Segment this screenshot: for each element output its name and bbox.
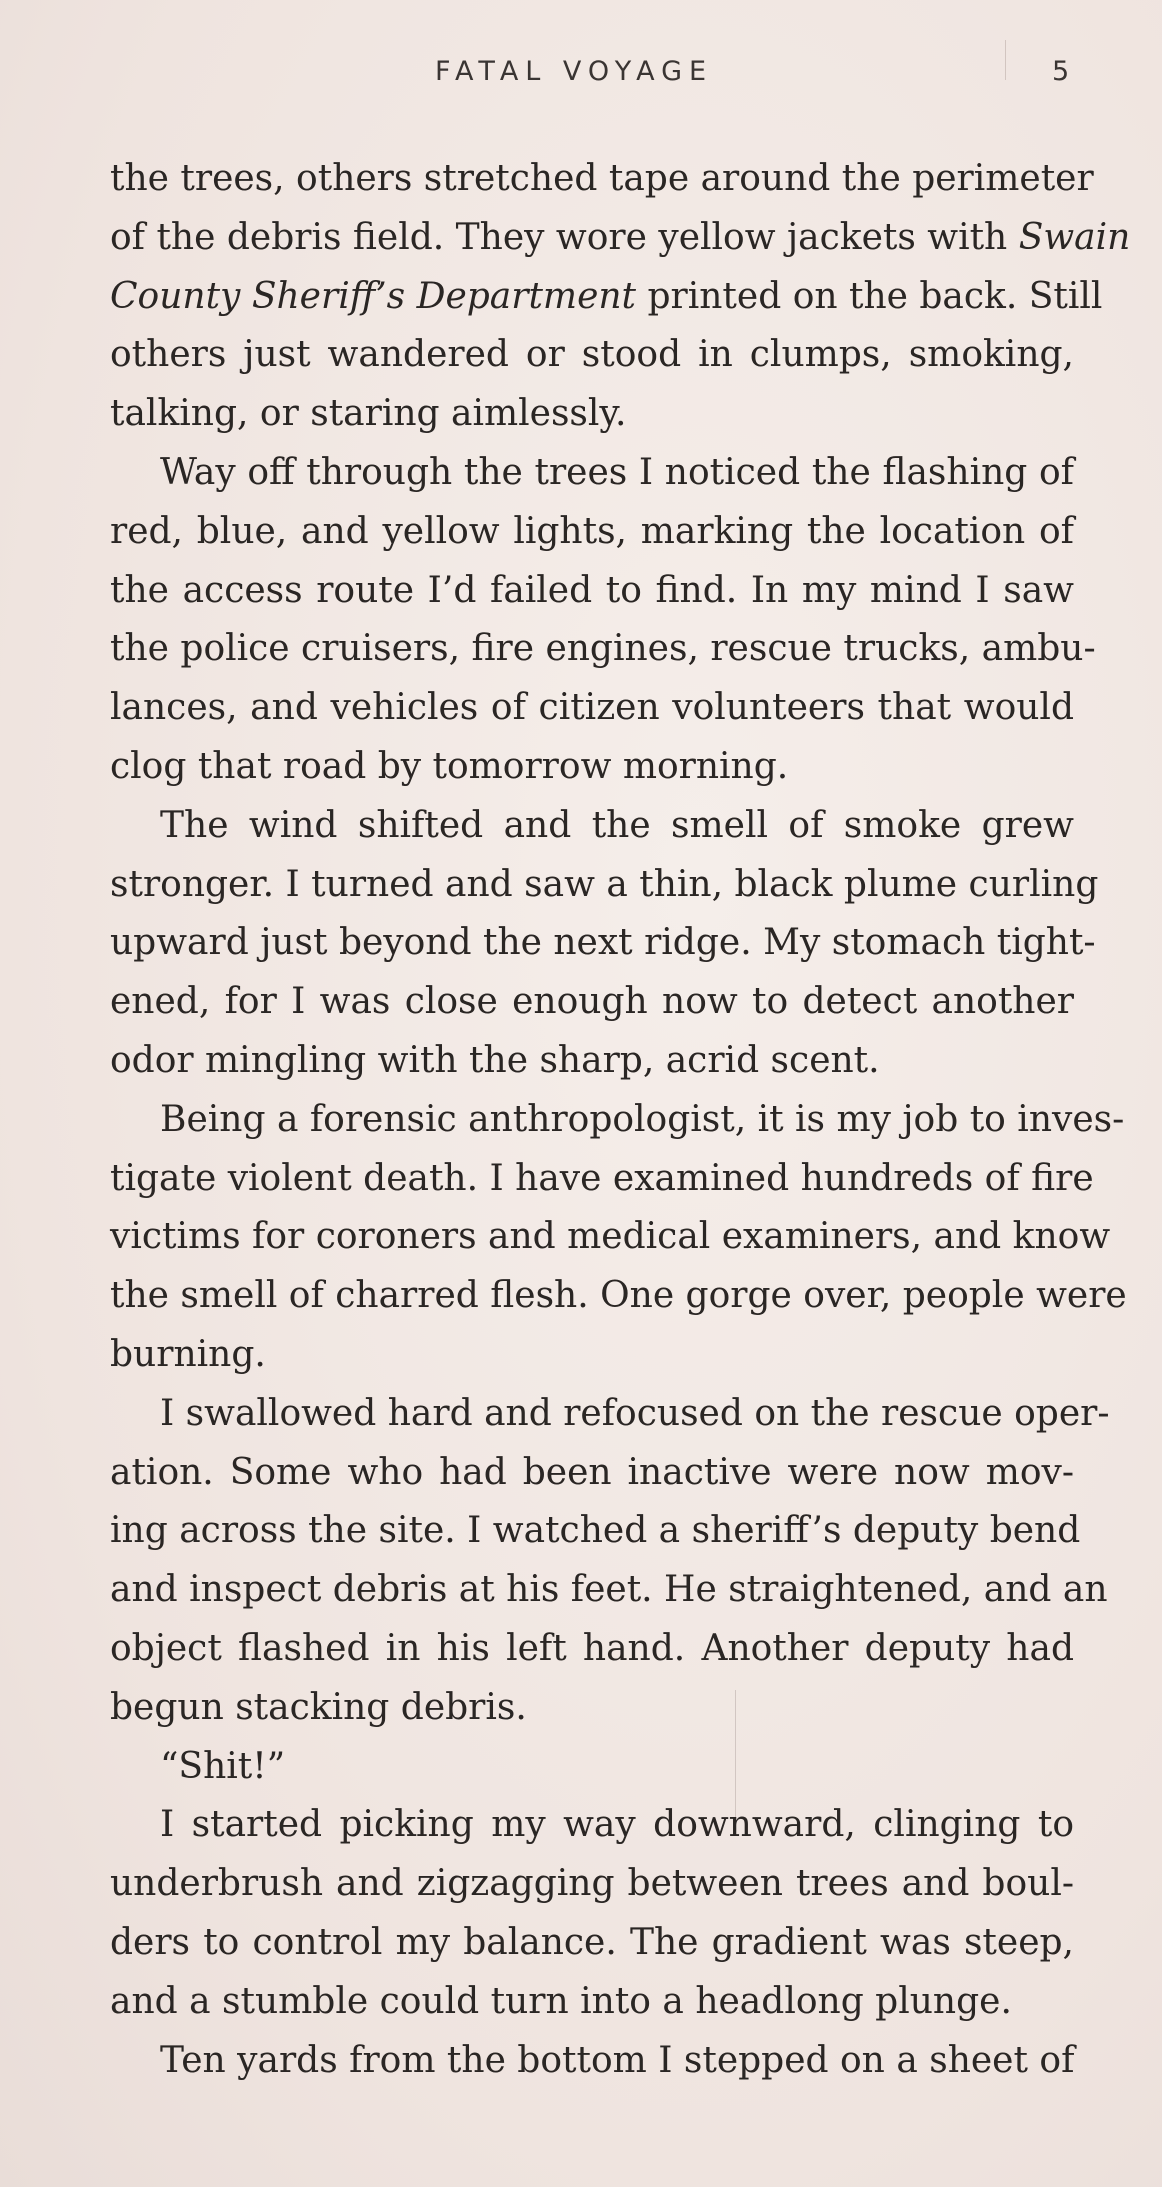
text-line: “Shit!” — [160, 1745, 286, 1787]
text-line: stronger. I turned and saw a thin, black plume curling — [110, 863, 1099, 905]
running-title: FATAL VOYAGE — [435, 56, 714, 87]
text-line: The wind shifted and the smell of smoke grew — [160, 804, 1074, 846]
text-line: upward just beyond the next ridge. My stomach tight- — [110, 922, 1096, 964]
text-line — [110, 209, 1131, 268]
text-line: underbrush and zigzagging between trees and boul- — [110, 1863, 1074, 1905]
text-line: lances, and vehicles of citizen volunteers that would — [110, 687, 1074, 729]
text-line — [110, 268, 1103, 327]
text-line: I swallowed hard and refocused on the rescue oper- — [160, 1392, 1110, 1434]
text-line: victims for coroners and medical examiners, and know — [110, 1216, 1111, 1258]
text-line: the smell of charred flesh. One gorge over, people were — [110, 1275, 1127, 1317]
text-line: object flashed in his left hand. Another deputy had — [110, 1627, 1074, 1669]
text-line: ened, for I was close enough now to detect another — [110, 981, 1074, 1023]
italic-text: Swain — [1018, 216, 1131, 258]
text-line: the trees, others stretched tape around the perimeter — [110, 158, 1094, 199]
running-head — [0, 56, 1162, 96]
page-text — [110, 150, 1131, 2090]
text-line: begun stacking debris. — [110, 1686, 527, 1728]
text-line: and a stumble could turn into a headlong plunge. — [110, 1980, 1012, 2022]
text-line: ing across the site. I watched a sheriff’s deputy bend — [110, 1510, 1081, 1552]
text-line: I started picking my way downward, clinging to — [160, 1804, 1074, 1846]
text-line: clog that road by tomorrow morning. — [110, 745, 789, 787]
text-line: odor mingling with the sharp, acrid scent. — [110, 1039, 880, 1081]
page-number: 5 — [1052, 56, 1070, 87]
text-line: others just wandered or stood in clumps, smoking, — [110, 334, 1074, 376]
text-line: burning. — [110, 1333, 266, 1375]
text-line: tigate violent death. I have examined hundreds of fire — [110, 1157, 1094, 1199]
text-line: red, blue, and yellow lights, marking the location of — [110, 510, 1074, 552]
text-line: ation. Some who had been inactive were now mov- — [110, 1451, 1074, 1493]
text-line: the access route I’d failed to find. In my mind I saw — [110, 569, 1074, 611]
text-line: Being a forensic anthropologist, it is my job to inves- — [160, 1098, 1125, 1140]
text-span: of the debris field. They wore yellow jackets with — [110, 216, 1019, 258]
scan-artifact — [1005, 40, 1006, 80]
text-line: ders to control my balance. The gradient was steep, — [110, 1921, 1074, 1963]
text-line: Way off through the trees I noticed the flashing of — [160, 451, 1074, 493]
text-span: printed on the back. Still — [636, 275, 1103, 317]
text-line: the police cruisers, fire engines, rescue trucks, ambu- — [110, 628, 1096, 670]
text-line: Ten yards from the bottom I stepped on a sheet of — [160, 2039, 1075, 2081]
italic-text: County Sheriff’s Department — [110, 275, 637, 317]
text-line: talking, or staring aimlessly. — [110, 393, 627, 435]
text-line: and inspect debris at his feet. He straightened, and an — [110, 1569, 1108, 1611]
